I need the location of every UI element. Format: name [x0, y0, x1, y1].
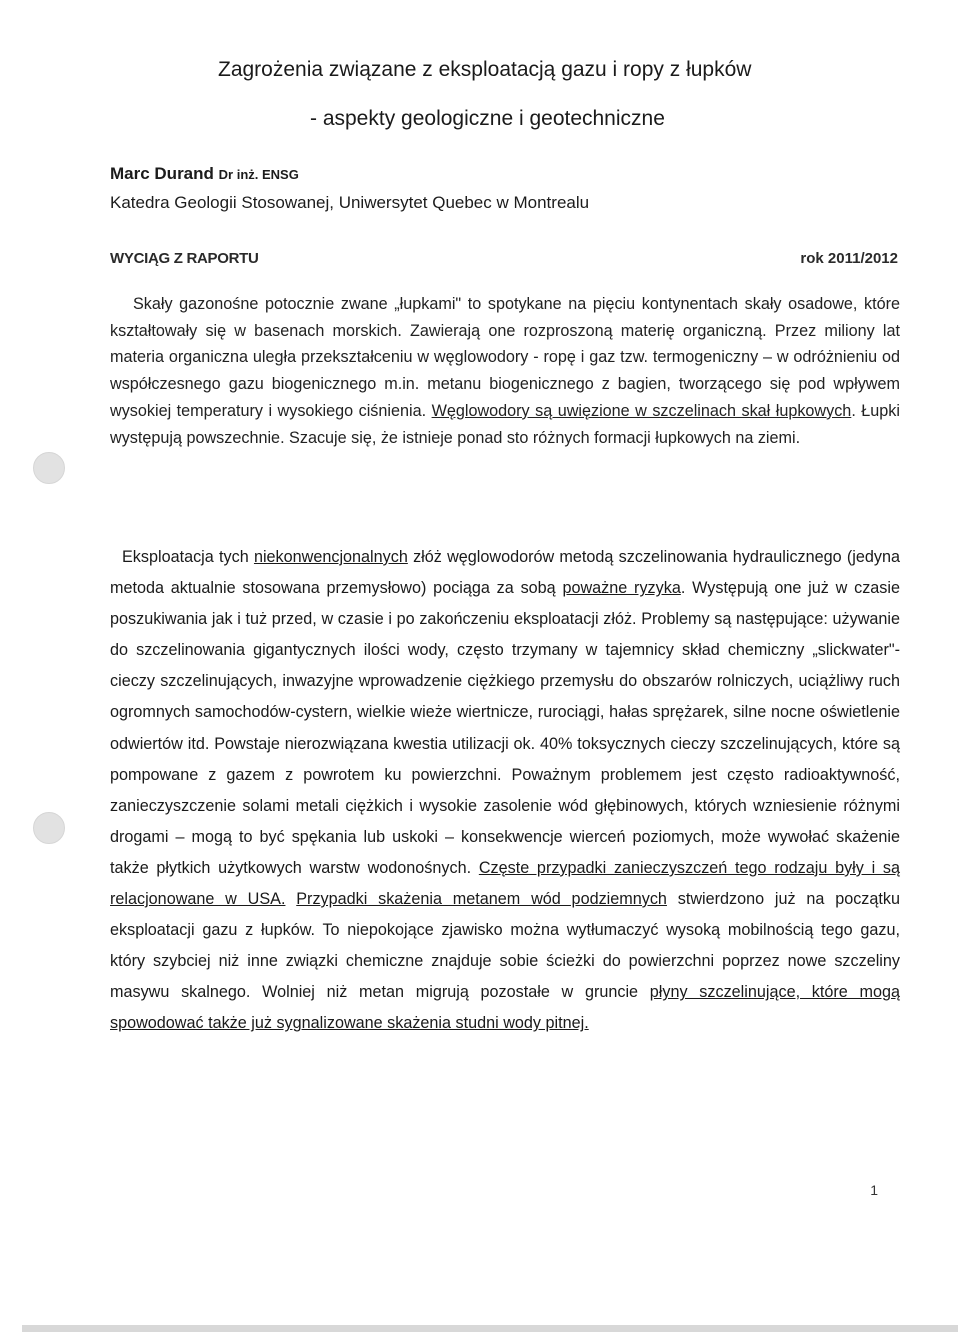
- p2-text-d: [285, 890, 296, 908]
- p2-underlined-1: niekonwencjonalnych: [253, 548, 408, 566]
- scan-edge-bar: [22, 1325, 958, 1332]
- paragraph-1: [110, 291, 900, 451]
- year-label: rok 2011/2012: [800, 250, 898, 267]
- p2-underlined-5: płyny szczelinujące, które mogą spowodować także już sygnalizowane skażenia studni wody pitnej.: [110, 983, 901, 1033]
- p2-text-c: . Występują one już w czasie poszukiwania jak i tuż przed, w czasie i po zakończeniu eksploatacji złóż. Problemy są następujące: używanie do szczelinowania gigantycznych ilości wody, często trzymany w tajemnicy skład chemiczny „slickwater"- cieczy szczelinujących, inwazyjne wprowadzenie ciężkiego przemysłu do obszarów rolniczych, uciążliwy ruch ogromnych samochodów-cystern, wielkie wieże wiertnicze, rurociągi, hałas sprężarek, silne nocne oświetlenie odwiertów itd. Powstaje nierozwiązana kwestia utilizacji ok. 40% toksycznych cieczy szczelinujących, które są pompowane z gazem z powrotem ku powierzchni. Poważnym problemem jest często radioaktywność, zanieczyszczenie solami metali ciężkich i wysokie zasolenie wód głębinowych, których wzniesienie różnymi drogami – mogą to być spękania lub uskoki – konsekwencje wierceń poziomych, może wywołać skażenie także płytkich użytkowych warstw wodonośnych.: [110, 579, 900, 877]
- p2-text-a: Eksploatacja tych: [122, 548, 254, 566]
- p1-underlined-1: Węglowodory są uwięzione w szczelinach skał łupkowych: [431, 401, 852, 420]
- paragraph-2: [110, 542, 900, 1040]
- punch-hole-top: [33, 452, 65, 484]
- extract-label: WYCIĄG Z RAPORTU: [110, 250, 259, 267]
- p2-underlined-3: Częste przypadki zanieczyszczeń tego rodzaju były i są relacjonowane w USA.: [110, 858, 901, 909]
- author-title: Dr inż. ENSG: [218, 167, 299, 182]
- p2-underlined-2: poważne ryzyka: [562, 579, 681, 598]
- page-number: 1: [870, 1182, 878, 1198]
- author-affiliation: Katedra Geologii Stosowanej, Uniwersytet Quebec w Montrealu: [110, 193, 590, 212]
- p2-underlined-4: Przypadki skażenia metanem wód podziemnych: [296, 890, 667, 909]
- punch-hole-bottom: [33, 812, 65, 844]
- author-line: [110, 164, 299, 184]
- p2-text-e: stwierdzono już na początku eksploatacji gazu z łupków. To niepokojące zjawisko można wytłumaczyć wysoką mobilnością tego gazu, który szybciej niż inne związki chemiczne znajduje sobie ścieżki do powierzchni poprzez nowe szczeliny masywu skalnego. Wolniej niż metan migrują pozostałe w gruncie: [110, 890, 900, 1002]
- p2-text-b: złóż węglowodorów metodą szczelinowania hydraulicznego (jedyna metoda aktualnie stosowana przemysłowo) pociąga za sobą: [110, 548, 900, 598]
- p1-text-b: . Łupki występują powszechnie. Szacuje się, że istnieje ponad sto różnych formacji łupkowych na ziemi.: [110, 401, 900, 447]
- p1-text-a: Skały gazonośne potocznie zwane „łupkami" to spotykane na pięciu kontynentach skały osadowe, które kształtowały się w basenach morskich. Zawierają one rozproszoną materię organiczną. Przez miliony lat materia organiczna uległa przekształceniu w węglowodory - ropę i gaz tzw. termogeniczny – w odróżnieniu od współczesnego gazu biogenicznego m.in. metanu biogenicznego z bagien, tworzącego się pod wpływem wysokiej temperatury i wysokiego ciśnienia.: [110, 295, 900, 420]
- document-subtitle: - aspekty geologiczne i geotechniczne: [310, 107, 665, 130]
- document-title: Zagrożenia związane z eksploatacją gazu i ropy z łupków: [218, 58, 752, 81]
- author-name: Marc Durand: [110, 164, 214, 183]
